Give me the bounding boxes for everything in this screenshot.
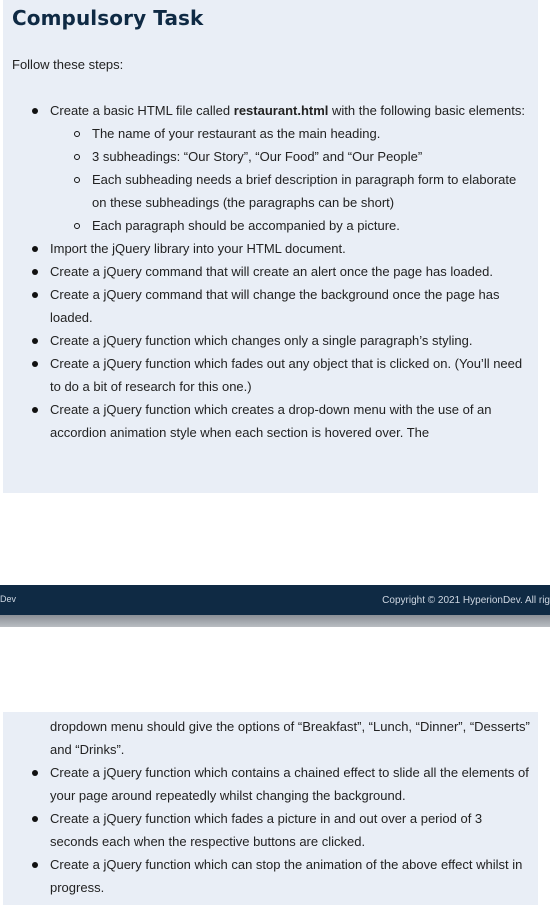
bullet-icon bbox=[32, 407, 38, 413]
list-item bbox=[3, 237, 538, 260]
list-item bbox=[3, 283, 538, 329]
item-text: Create a jQuery function which creates a drop-down menu with the use of an accordion animation style when each section is hovered over. The bbox=[50, 402, 492, 440]
circle-bullet-icon bbox=[74, 154, 80, 160]
task-list bbox=[3, 99, 538, 444]
item-text: Create a jQuery function which contains a chained effect to slide all the elements of your page around repeatedly whilst changing the background. bbox=[50, 765, 529, 803]
page-1-card bbox=[3, 0, 538, 493]
item-text: Create a jQuery function which fades a picture in and out over a period of 3 seconds each when the respective buttons are clicked. bbox=[50, 811, 483, 849]
list-item bbox=[3, 807, 538, 853]
intro-text: Follow these steps: bbox=[12, 57, 124, 72]
sub-list-item bbox=[3, 168, 538, 214]
list-item bbox=[3, 853, 538, 899]
footer-copyright: Copyright © 2021 HyperionDev. All rig bbox=[382, 595, 550, 606]
sub-list-item bbox=[3, 145, 538, 168]
page-break-shadow bbox=[0, 615, 550, 627]
circle-bullet-icon bbox=[74, 131, 80, 137]
item-text: Create a jQuery function which changes only a single paragraph’s styling. bbox=[50, 333, 473, 348]
item-text: Create a jQuery function which fades out any object that is clicked on. (You’ll need to do a bit of research for this one.) bbox=[50, 356, 523, 394]
bullet-icon bbox=[32, 292, 38, 298]
item-text: Create a jQuery function which can stop the animation of the above effect whilst in progress. bbox=[50, 857, 523, 895]
bullet-icon bbox=[32, 816, 38, 822]
file-name: restaurant.html bbox=[233, 103, 329, 118]
bullet-icon bbox=[32, 338, 38, 344]
list-item bbox=[3, 398, 538, 444]
sub-list-item bbox=[3, 214, 538, 237]
page-footer bbox=[0, 585, 550, 615]
list-item bbox=[3, 99, 538, 122]
sub-item-text: Each subheading needs a brief description in paragraph form to elaborate on these subheadings (the paragraphs can be short) bbox=[92, 172, 517, 210]
sub-item-text: 3 subheadings: “Our Story”, “Our Food” and “Our People” bbox=[92, 149, 423, 164]
continued-text: dropdown menu should give the options of “Breakfast”, “Lunch, “Dinner”, “Desserts” and “Drinks”. bbox=[50, 719, 530, 757]
item-text: Create a jQuery command that will create an alert once the page has loaded. bbox=[50, 264, 493, 279]
footer-brand: Dev bbox=[0, 594, 17, 604]
bullet-icon bbox=[32, 361, 38, 367]
page-2-card bbox=[3, 712, 538, 905]
item-text: Import the jQuery library into your HTML document. bbox=[50, 241, 346, 256]
bullet-icon bbox=[32, 770, 38, 776]
bullet-icon bbox=[32, 862, 38, 868]
bullet-icon bbox=[32, 246, 38, 252]
item-text: with the following basic elements: bbox=[328, 103, 525, 118]
task-list-continued bbox=[3, 715, 538, 899]
list-item bbox=[3, 352, 538, 398]
task-title: Compulsory Task bbox=[12, 6, 204, 30]
bullet-icon bbox=[32, 269, 38, 275]
sub-item-text: Each paragraph should be accompanied by a picture. bbox=[92, 218, 400, 233]
sub-item-text: The name of your restaurant as the main heading. bbox=[92, 126, 381, 141]
item-text: Create a basic HTML file called bbox=[50, 103, 234, 118]
circle-bullet-icon bbox=[74, 223, 80, 229]
item-text: Create a jQuery command that will change the background once the page has loaded. bbox=[50, 287, 500, 325]
list-item bbox=[3, 761, 538, 807]
list-item bbox=[3, 260, 538, 283]
sub-list-item bbox=[3, 122, 538, 145]
list-item bbox=[3, 329, 538, 352]
circle-bullet-icon bbox=[74, 177, 80, 183]
bullet-icon bbox=[32, 108, 38, 114]
